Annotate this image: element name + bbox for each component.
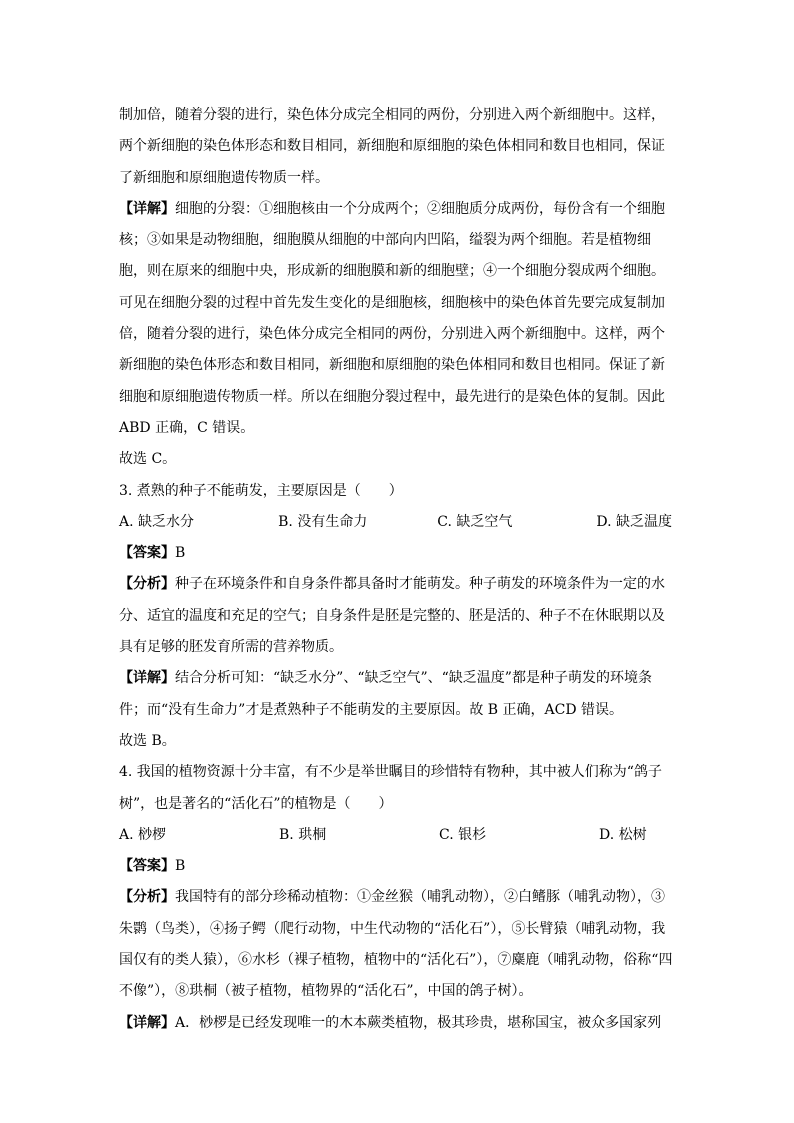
text-line: 制加倍，随着分裂的进行，染色体分成完全相同的两份，分别进入两个新细胞中。这样， — [119, 107, 665, 123]
detail-label: 【详解】 — [119, 1014, 175, 1031]
q4-detail-first-line — [119, 1008, 672, 1039]
text-line: 胞，则在原来的细胞中央，形成新的细胞膜和新的细胞壁；④一个细胞分裂成两个细胞。 — [119, 263, 665, 280]
text-line: 两个新细胞的染色体形态和数目相同，新细胞和原细胞的染色体相同和数目也相同，保证 — [119, 138, 665, 155]
q3-options — [119, 507, 672, 538]
analysis-label: 【分析】 — [119, 576, 175, 593]
q4-answer — [119, 851, 672, 882]
detail-text: 结合分析可知：“缺乏水分”、“缺乏空气”、“缺乏温度”都是种子萌发的环境条 — [175, 670, 652, 687]
detail-label: 【详解】 — [119, 200, 175, 217]
q3-stem: 3. 煮熟的种子不能萌发，主要原因是（ ） — [119, 482, 403, 499]
text-line: 倍，随着分裂的进行，染色体分成完全相同的两份，分别进入两个新细胞中。这样，两个 — [119, 326, 665, 343]
text-line: 不像”），⑧珙桐（被子植物，植物界的“活化石”，中国的鸽子树）。 — [119, 983, 533, 1000]
q4-option-c: C. 银杉 — [439, 826, 487, 843]
text-line: 件；而“没有生命力”才是煮熟种子不能萌发的主要原因。故 B 正确，ACD 错误。 — [119, 701, 623, 718]
q3-option-a: A. 缺乏水分 — [119, 513, 195, 530]
q4-option-b: B. 珙桐 — [279, 826, 327, 843]
analysis-text: 我国特有的部分珍稀动植物：①金丝猴（哺乳动物），②白鳍豚（哺乳动物），③ — [175, 889, 665, 906]
answer-label: 【答案】 — [119, 545, 175, 562]
q4-stem-line: 4. 我国的植物资源十分丰富，有不少是举世瞩目的珍惜特有物种，其中被人们称为“鸽子 — [119, 764, 662, 781]
text-line: 朱鹮（鸟类），④扬子鳄（爬行动物，中生代动物的“活化石”），⑤长臂猿（哺乳动物，我 — [119, 920, 666, 937]
detail-label: 【详解】 — [119, 670, 175, 687]
q2-choice: 故选 C。 — [119, 451, 177, 468]
analysis-text: 种子在环境条件和自身条件都具备时才能萌发。种子萌发的环境条件为一定的水 — [175, 576, 665, 593]
detail-text: 细胞的分裂：①细胞核由一个分成两个；②细胞质分成两份，每份含有一个细胞 — [175, 200, 665, 217]
text-line: 细胞和原细胞遗传物质一样。所以在细胞分裂过程中，最先进行的是染色体的复制。因此 — [119, 388, 665, 405]
text-line: 分、适宜的温度和充足的空气；自身条件是胚是完整的、胚是活的、种子不在休眠期以及 — [119, 607, 665, 624]
page-content — [119, 100, 672, 1039]
q2-detail-first-line — [119, 194, 672, 225]
text-line: ABD 正确，C 错误。 — [119, 419, 255, 436]
text-line: 了新细胞和原细胞遗传物质一样。 — [119, 169, 329, 186]
text-line: 具有足够的胚发育所需的营养物质。 — [119, 639, 343, 656]
q3-option-b: B. 没有生命力 — [278, 513, 368, 530]
q3-answer — [119, 538, 672, 569]
analysis-label: 【分析】 — [119, 889, 175, 906]
q4-option-a: A. 桫椤 — [119, 826, 167, 843]
text-line: 新细胞的染色体形态和数目相同，新细胞和原细胞的染色体相同和数目也相同。保证了新 — [119, 357, 665, 374]
q4-options — [119, 820, 672, 851]
text-line: 国仅有的类人猿），⑥水杉（裸子植物，植物中的“活化石”），⑦麋鹿（哺乳动物，俗称“四 — [119, 952, 673, 969]
q3-option-c: C. 缺乏空气 — [437, 513, 513, 530]
detail-text: A．桫椤是已经发现唯一的木本蕨类植物，极其珍贵，堪称国宝，被众多国家列 — [175, 1014, 662, 1031]
q4-analysis-first-line — [119, 882, 672, 913]
q3-choice: 故选 B。 — [119, 732, 176, 749]
q4-option-d: D. 松树 — [599, 826, 647, 843]
answer-label: 【答案】 — [119, 858, 175, 875]
answer-value: B — [175, 858, 186, 875]
answer-value: B — [175, 545, 186, 562]
q3-detail-first-line — [119, 663, 672, 694]
text-line: 可见在细胞分裂的过程中首先发生变化的是细胞核，细胞核中的染色体首先要完成复制加 — [119, 294, 665, 311]
text-line: 核；③如果是动物细胞，细胞膜从细胞的中部向内凹陷，缢裂为两个细胞。若是植物细 — [119, 232, 651, 249]
q3-option-d: D. 缺乏温度 — [596, 513, 673, 530]
q3-analysis-first-line — [119, 569, 672, 600]
q4-stem-line: 树”，也是著名的“活化石”的植物是（ ） — [119, 795, 393, 812]
